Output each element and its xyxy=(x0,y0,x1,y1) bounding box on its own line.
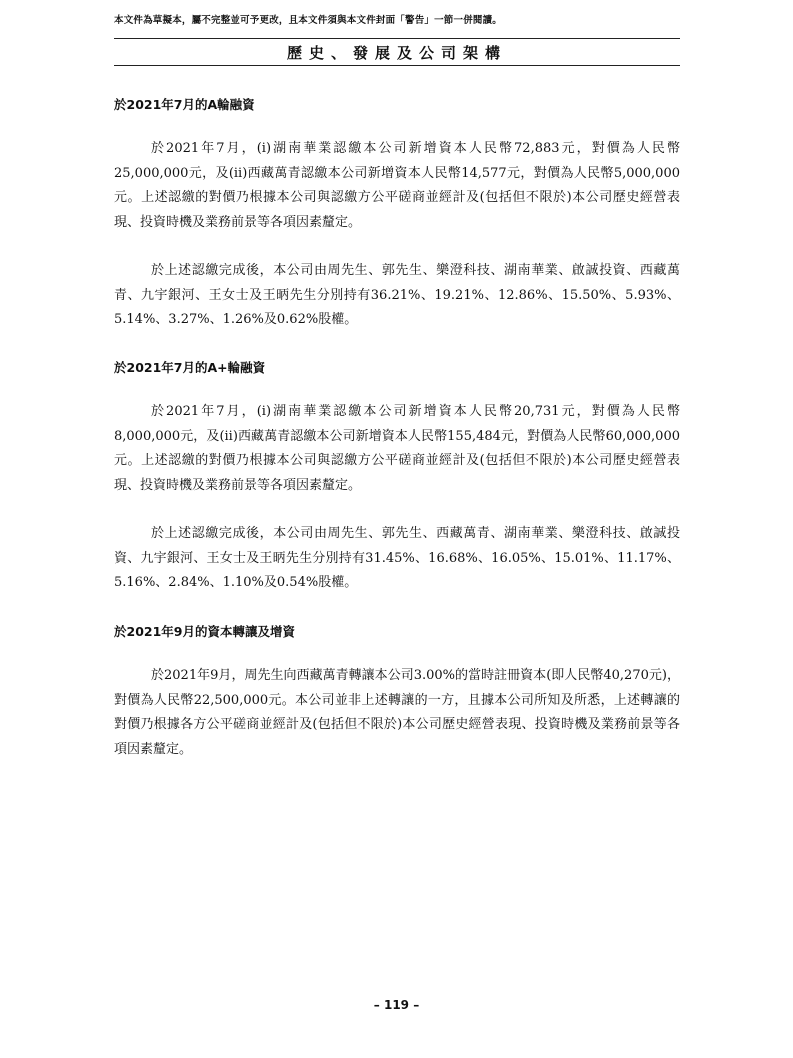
heading-series-a-plus: 於2021年7月的A+輪融資 xyxy=(114,360,266,375)
paragraph-series-a-shareholding: 於上述認繳完成後，本公司由周先生、郭先生、樂澄科技、湖南華業、啟誠投資、西藏萬青、九宇銀河、王女士及王昞先生分別持有36.21%、19.21%、12.86%、15.50%、5.93%、5.14%、3.27%、1.26%及0.62%股權。 xyxy=(114,263,680,328)
paragraph-series-a-subscription: 於2021年7月，(i)湖南華業認繳本公司新增資本人民幣72,883元，對價為人民幣25,000,000元，及(ii)西藏萬青認繳本公司新增資本人民幣14,577元，對價為人民幣5,000,000元。上述認繳的對價乃根據本公司與認繳方公平磋商並經計及(包括但不限於)本公司歷史經營表現、投資時機及業務前景等各項因素釐定。 xyxy=(114,141,680,230)
page-number: – 119 – xyxy=(373,998,420,1012)
draft-warning-banner: 本文件為草擬本，屬不完整並可予更改，且本文件須與本文件封面「警告」一節一併閱讀。 xyxy=(114,15,503,26)
heading-series-a: 於2021年7月的A輪融資 xyxy=(114,97,255,112)
header-rule-bottom xyxy=(114,65,680,66)
section-title: 歷史、發展及公司架構 xyxy=(286,44,507,62)
header-rule-top xyxy=(114,38,680,39)
heading-capital-transfer: 於2021年9月的資本轉讓及增資 xyxy=(114,624,295,639)
paragraph-capital-transfer: 於2021年9月，周先生向西藏萬青轉讓本公司3.00%的當時註冊資本(即人民幣40,270元)，對價為人民幣22,500,000元。本公司並非上述轉讓的一方，且據本公司所知及所悉，上述轉讓的對價乃根據各方公平磋商並經計及(包括但不限於)本公司歷史經營表現、投資時機及業務前景等各項因素釐定。 xyxy=(114,668,680,757)
paragraph-series-a-plus-subscription: 於2021年7月，(i)湖南華業認繳本公司新增資本人民幣20,731元，對價為人民幣8,000,000元，及(ii)西藏萬青認繳本公司新增資本人民幣155,484元，對價為人民幣60,000,000元。上述認繳的對價乃根據本公司與認繳方公平磋商並經計及(包括但不限於)本公司歷史經營表現、投資時機及業務前景等各項因素釐定。 xyxy=(114,404,680,493)
paragraph-series-a-plus-shareholding: 於上述認繳完成後，本公司由周先生、郭先生、西藏萬青、湖南華業、樂澄科技、啟誠投資、九宇銀河、王女士及王昞先生分別持有31.45%、16.68%、16.05%、15.01%、11.17%、5.16%、2.84%、1.10%及0.54%股權。 xyxy=(114,526,680,591)
